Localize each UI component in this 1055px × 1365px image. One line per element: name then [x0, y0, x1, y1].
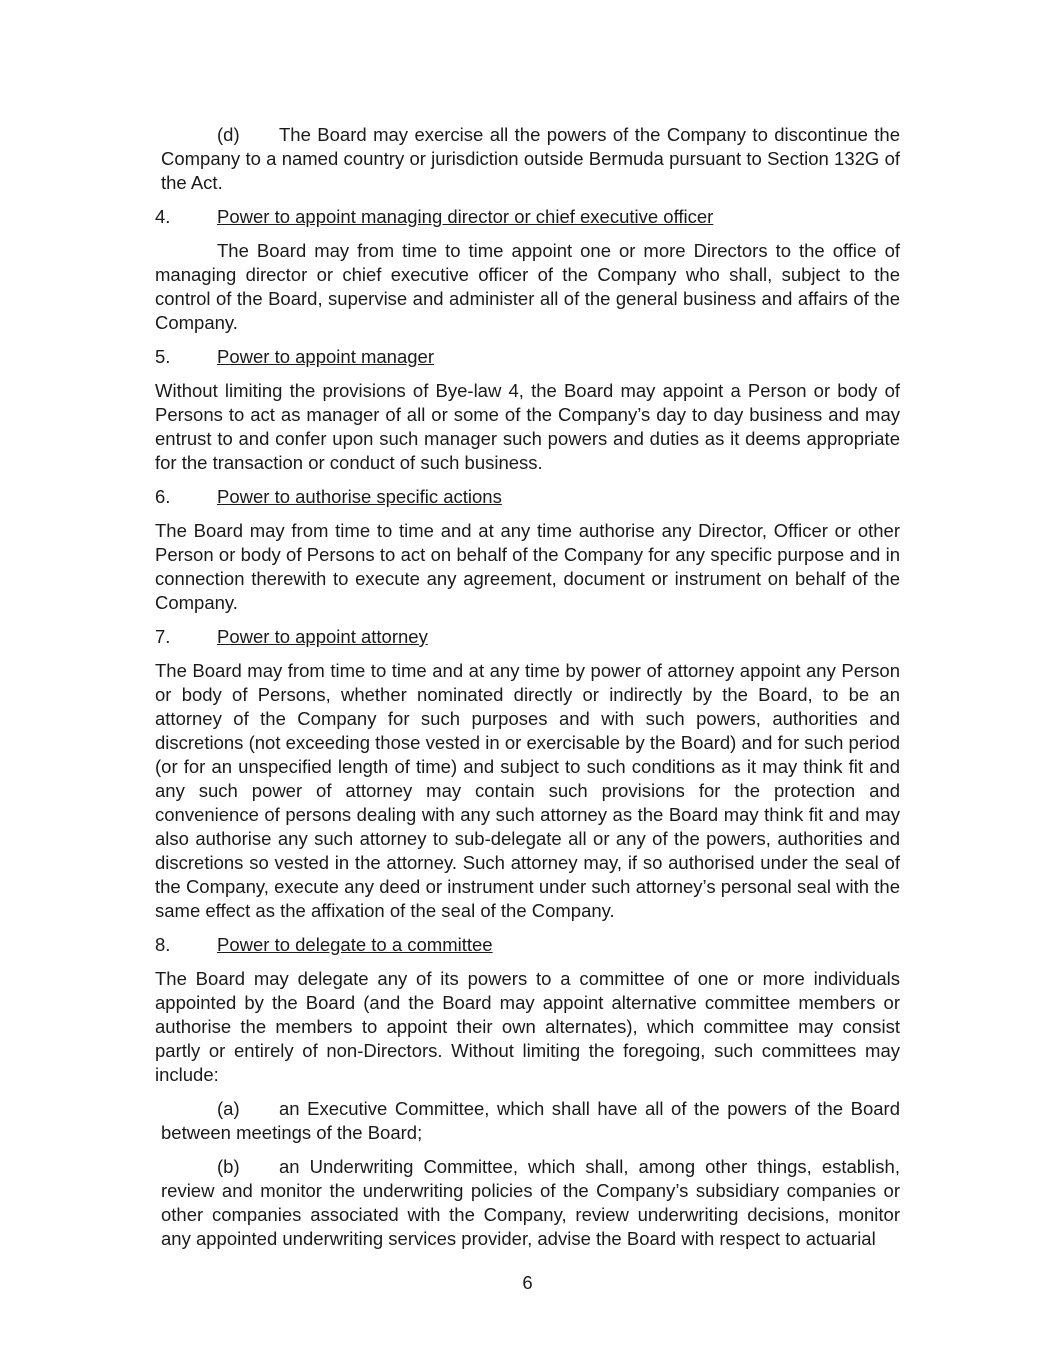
section-8-title: Power to delegate to a committee: [217, 934, 493, 955]
section-7-title: Power to appoint attorney: [217, 626, 428, 647]
clause-8b: [161, 1155, 900, 1251]
clause-8a: [161, 1097, 900, 1145]
section-5-heading: [155, 345, 900, 369]
clause-8a-mark: (a): [217, 1098, 240, 1119]
section-5-body: Without limiting the provisions of Bye-law 4, the Board may appoint a Person or body of Persons to act as manager of all or some of the Company’s day to day business and may entrust to and confer upon such manager such powers and duties as it deems appropriate for the transaction or conduct of such business.: [155, 380, 900, 473]
clause-3d: [161, 123, 900, 195]
section-5-number: 5.: [155, 346, 171, 367]
section-8-heading: [155, 933, 900, 957]
section-5-title: Power to appoint manager: [217, 346, 434, 367]
section-4-body: The Board may from time to time appoint one or more Directors to the office of managing director or chief executive officer of the Company who shall, subject to the control of the Board, supervise and administer all of the general business and affairs of the Company.: [155, 240, 900, 333]
section-4-number: 4.: [155, 206, 171, 227]
clause-8b-mark: (b): [217, 1156, 240, 1177]
section-4-heading: [155, 205, 900, 229]
section-7-heading: [155, 625, 900, 649]
clause-8a-text: an Executive Committee, which shall have all of the powers of the Board between meetings of the Board;: [161, 1098, 900, 1143]
section-7-number: 7.: [155, 626, 171, 647]
page-content: [155, 123, 900, 1261]
section-6-number: 6.: [155, 486, 171, 507]
section-4-title: Power to appoint managing director or chief executive officer: [217, 206, 714, 227]
section-6-heading: [155, 485, 900, 509]
section-6-body: The Board may from time to time and at any time authorise any Director, Officer or other Person or body of Persons to act on behalf of the Company for any specific purpose and in connection therewith to execute any agreement, document or instrument on behalf of the Company.: [155, 520, 900, 613]
page-number: 6: [522, 1272, 533, 1293]
section-7-body: The Board may from time to time and at any time by power of attorney appoint any Person or body of Persons, whether nominated directly or indirectly by the Board, to be an attorney of the Company for such purposes and with such powers, authorities and discretions (not exceeding those vested in or exercisable by the Board) and for such period (or for an unspecified length of time) and subject to such conditions as it may think fit and any such power of attorney may contain such provisions for the protection and convenience of persons dealing with any such attorney as the Board may think fit and may also authorise any such attorney to sub-delegate all or any of the powers, authorities and discretions so vested in the attorney. Such attorney may, if so authorised under the seal of the Company, execute any deed or instrument under such attorney’s personal seal with the same effect as the affixation of the seal of the Company.: [155, 660, 900, 921]
section-8-body: The Board may delegate any of its powers to a committee of one or more individuals appointed by the Board (and the Board may appoint alternative committee members or authorise the members to appoint their own alternates), which committee may consist partly or entirely of non-Directors. Without limiting the foregoing, such committees may include:: [155, 968, 900, 1085]
clause-8b-text: an Underwriting Committee, which shall, among other things, establish, review and monitor the underwriting policies of the Company’s subsidiary companies or other companies associated with the Company, review underwriting decisions, monitor any appointed underwriting services provider, advise the Board with respect to actuarial: [161, 1156, 900, 1249]
clause-3d-text: The Board may exercise all the powers of the Company to discontinue the Company to a named country or jurisdiction outside Bermuda pursuant to Section 132G of the Act.: [161, 124, 900, 193]
section-8-number: 8.: [155, 934, 171, 955]
clause-3d-mark: (d): [217, 124, 240, 145]
section-6-title: Power to authorise specific actions: [217, 486, 502, 507]
